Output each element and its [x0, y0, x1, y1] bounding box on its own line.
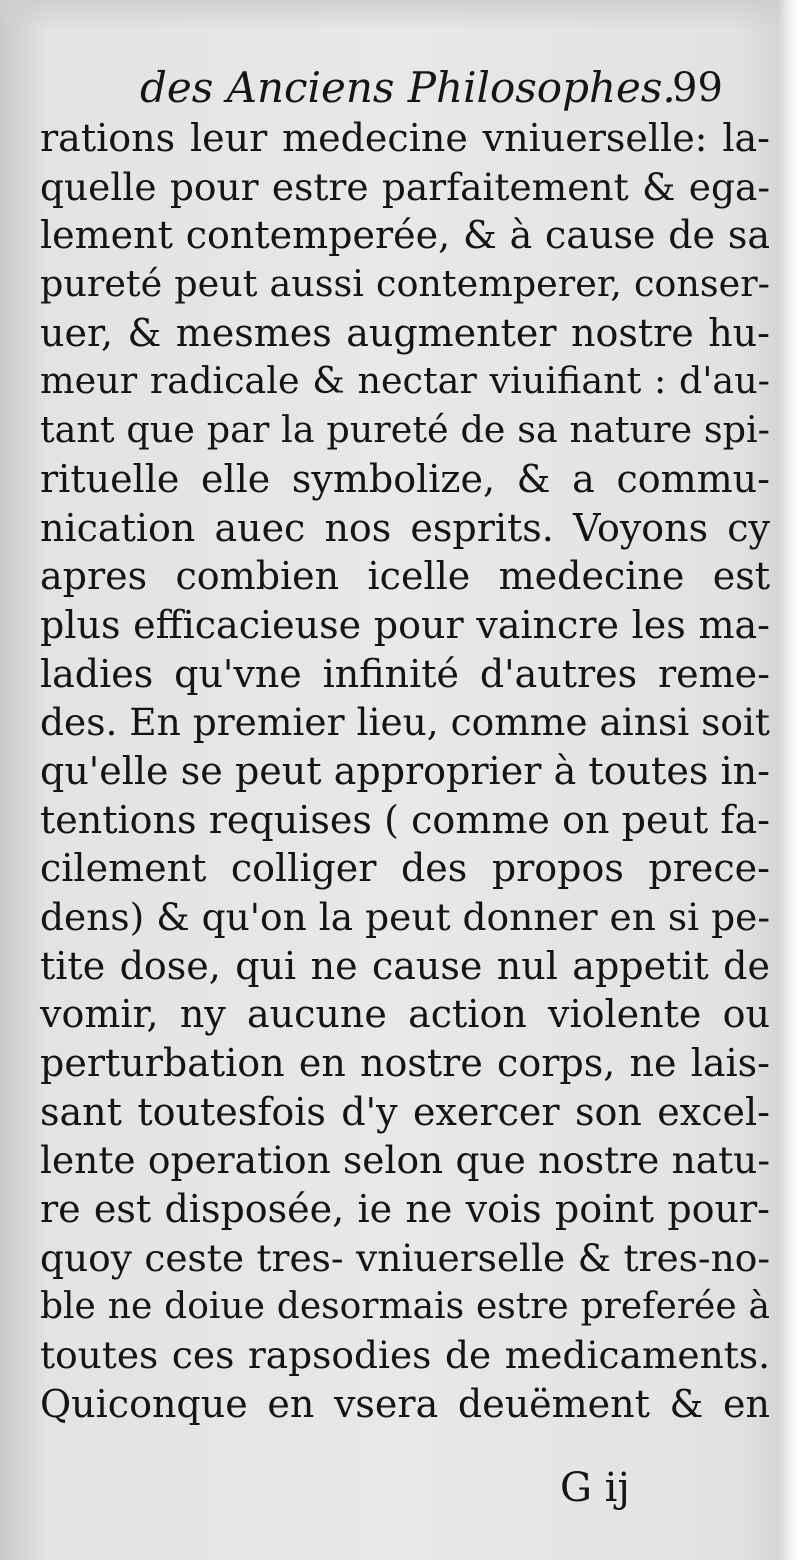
text-line: pureté peut aussi contemperer, conser-	[40, 262, 770, 306]
text-line: rations leur medecine vniuerselle: la-	[40, 116, 770, 160]
text-line: cilement colliger des propos prece-	[40, 846, 770, 891]
body-text	[40, 114, 770, 1429]
signature-mark: G ij	[560, 1465, 630, 1511]
text-line: toutes ces rapsodies de medicaments.	[40, 1333, 770, 1378]
running-head: des Anciens Philosophes.	[140, 63, 676, 112]
text-line: qu'elle se peut approprier à toutes in-	[40, 748, 770, 793]
text-line: sant toutesfois d'y exercer son excel-	[40, 1089, 770, 1134]
text-line: perturbation en nostre corps, ne lais-	[40, 1041, 770, 1086]
text-line: tentions requises ( comme on peut fa-	[40, 797, 770, 842]
text-line: lente operation selon que nostre natu-	[40, 1138, 770, 1183]
page-number: 99	[672, 65, 723, 111]
text-line: nication auec nos esprits. Voyons cy	[40, 505, 770, 550]
text-line: uer, & mesmes augmenter nostre hu-	[40, 310, 770, 355]
text-line: ble ne doiue desormais estre preferée à	[40, 1285, 770, 1327]
text-line: meur radicale & nectar viuifiant : d'au-	[40, 359, 770, 403]
text-line: rituelle elle symbolize, & a commu-	[40, 456, 770, 501]
text-line: quelle pour estre parfaitement & ega-	[40, 164, 770, 209]
text-line: ladies qu'vne infinité d'autres reme-	[40, 651, 770, 696]
text-line: re est disposée, ie ne vois point pour-	[40, 1187, 770, 1232]
text-line: apres combien icelle medecine est	[40, 554, 770, 599]
text-line: Quiconque en vsera deuëment & en	[40, 1381, 770, 1426]
text-line: vomir, ny aucune action violente ou	[40, 992, 770, 1037]
page-right-edge	[778, 0, 800, 1560]
text-line: lement contemperée, & à cause de sa	[40, 213, 770, 258]
text-line: tite dose, qui ne cause nul appetit de	[40, 943, 770, 988]
text-line: tant que par la pureté de sa nature spi-	[40, 408, 770, 452]
text-line: des. En premier lieu, comme ainsi soit	[40, 700, 770, 745]
text-line: dens) & qu'on la peut donner en si pe-	[40, 895, 770, 939]
text-line: quoy ceste tres- vniuerselle & tres-no-	[40, 1235, 770, 1280]
page-top-shadow	[0, 0, 800, 30]
text-line: plus efficacieuse pour vaincre les ma-	[40, 602, 770, 647]
